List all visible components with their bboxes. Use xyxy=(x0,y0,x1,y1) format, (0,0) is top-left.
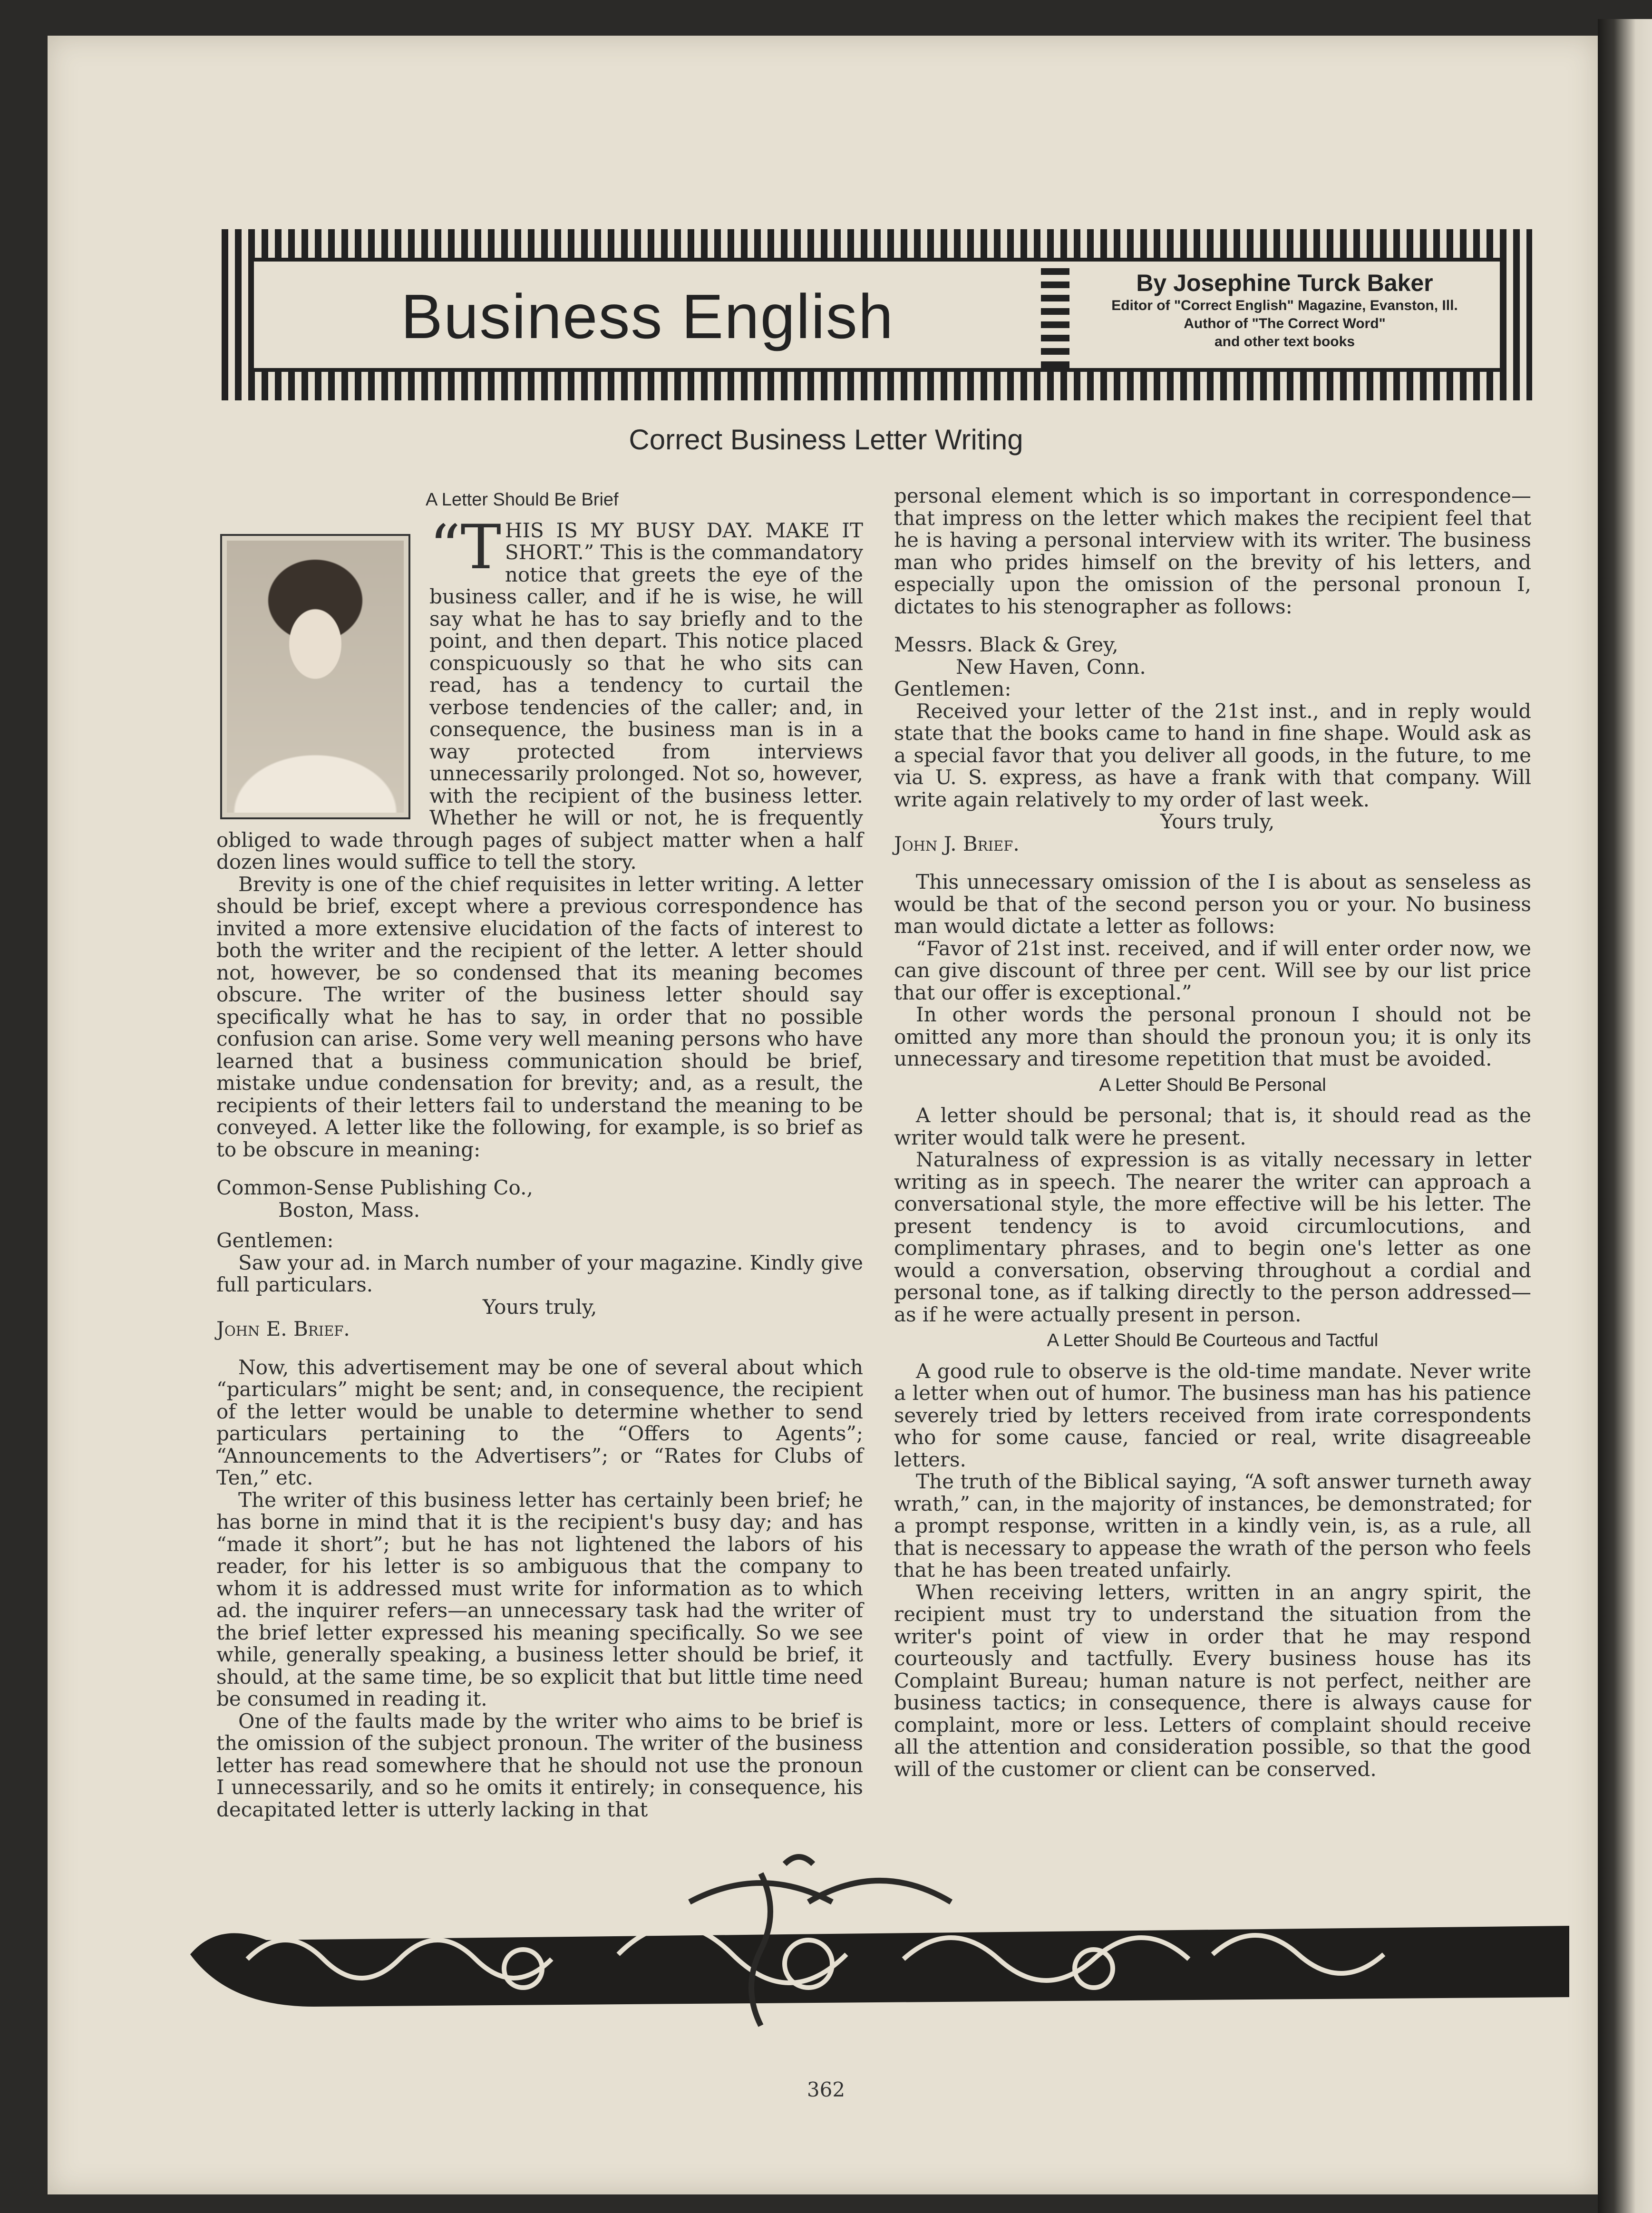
intro-text: HIS IS MY BUSY DAY. MAKE IT SHORT.” This is the commandatory notice that greets the eye of the business caller, and if he is wise, he will say what he has to say briefly and to the point, and then depart. This notice placed conspicuously so that he who sits can read, has a tendency to curtail the verbose tendencies of the caller; and, in consequence, the business man is in a way protected from interviews unnecessarily prolonged. Not so, however, with the recipient of the business letter. Whether he will or not, he is frequently obliged to wade through pages of subject matter when a half dozen lines would suffice to tell the story. xyxy=(216,518,863,874)
section-title: Business English xyxy=(400,281,894,351)
letter-address: Messrs. Black & Grey, xyxy=(894,633,1118,656)
paragraph: The writer of this business letter has certainly been brief; he has borne in mind that it is the recipient's busy day; and has “made it short”; but he has not lightened the labors of his reader, for his letter is so ambiguous that the company to whom it is addressed must write for information as to which ad. the inquirer refers—an unnecessary task had the writer of the brief letter expressed his meaning specifically. So we see while, generally speaking, a business letter should be brief, it should, at the same time, be so explicit that but little time need be consumed in reading it. xyxy=(216,1488,863,1710)
page-number: 362 xyxy=(807,2078,845,2101)
letter-signature: John J. Brief. xyxy=(894,832,1020,855)
author-name: By Josephine Turck Baker xyxy=(1136,270,1433,296)
author-portrait xyxy=(220,534,410,819)
letter-body: Saw your ad. in March number of your magazine. Kindly give full particulars. xyxy=(216,1251,863,1296)
drop-cap: “T xyxy=(429,512,501,583)
byline-books: and other text books xyxy=(1214,334,1355,349)
subheading-personal: A Letter Should Be Personal xyxy=(1099,1075,1326,1095)
right-column xyxy=(894,485,1531,1780)
paragraph: A good rule to observe is the old-time mandate. Never write a letter when out of humor. The business man has his patience severely tried by letters received from irate correspondents who for some cause, fancied or real, write disagreeable letters. xyxy=(894,1359,1531,1471)
letter-salutation: Gentlemen: xyxy=(216,1229,334,1252)
paragraph: Brevity is one of the chief requisites in letter writing. A letter should be brief, except where a previous correspondence has invited a more extensive elucidation of the facts of interest to both the writer and the recipient of the letter. A letter should not, however, be so condensed that its meaning becomes obscure. The writer of the business letter should say specifically what he has to say, in order that no possible confusion can arise. Some very well meaning persons who have learned that a business communication should be brief, mistake undue condensation for brevity; and, as a result, the recipients of their letters fail to understand the meaning to be conveyed. A letter like the following, for example, is so brief as to be obscure in meaning: xyxy=(216,872,863,1161)
paragraph: In other words the personal pronoun I should not be omitted any more than should the pronoun you; it is only its unnecessary and tiresome repetition that must be avoided. xyxy=(894,1003,1531,1070)
letter-address: Boston, Mass. xyxy=(278,1198,420,1222)
article-title: Correct Business Letter Writing xyxy=(629,424,1023,456)
paragraph: A letter should be personal; that is, it should read as the writer would talk were he present. xyxy=(894,1104,1531,1149)
example-letter-1 xyxy=(216,1177,863,1340)
letter-address: Common-Sense Publishing Co., xyxy=(216,1176,533,1199)
decorative-ornament xyxy=(190,1845,1569,2059)
paragraph: This unnecessary omission of the I is about as senseless as would be that of the second person you or your. No business man would dictate a letter as follows: xyxy=(894,870,1531,938)
paragraph: Now, this advertisement may be one of several about which “particulars” might be sent; and, in consequence, the recipient of the letter would be unable to determine whether to send particulars pertaining to the “Offers to Agents”; “Announcements to the Advertisers”; or “Rates for Clubs of Ten,” etc. xyxy=(216,1355,863,1489)
letter-address: New Haven, Conn. xyxy=(956,655,1146,679)
paragraph: The truth of the Biblical saying, “A soft answer turneth away wrath,” can, in the majority of instances, be demonstrated; for a prompt response, written in a kindly vein, is, as a rule, all that is necessary to appease the wrath of the person who feels that he has been treated unfairly. xyxy=(894,1470,1531,1582)
letter-body: Received your letter of the 21st inst., and in reply would state that the books came to hand in fine shape. Would ask as a special favor that you deliver all goods, in the future, to me via U. S. express, as have a frank with that company. Will write again relatively to my order of last week. xyxy=(894,699,1531,811)
letter-closing: Yours truly, xyxy=(483,1295,597,1319)
byline xyxy=(1069,269,1500,351)
quoted-letter: “Favor of 21st inst. received, and if will enter order now, we can give discount of three per cent. Will see by our list price that our offer is exceptional.” xyxy=(894,936,1531,1004)
portrait-photo xyxy=(227,541,404,813)
letter-signature: John E. Brief. xyxy=(216,1317,350,1340)
subheading-courteous: A Letter Should Be Courteous and Tactful xyxy=(1047,1330,1379,1350)
subheading-brief: A Letter Should Be Brief xyxy=(426,490,619,510)
paragraph: When receiving letters, written in an angry spirit, the recipient must try to understand the situation from the writer's point of view in order that he may respond courteously and tactfully. Every business house has its Complaint Bureau; human nature is not perfect, neither are business tactics; in consequence, there is always cause for complaint, more or less. Letters of complaint should receive all the attention and consideration possible, so that the good will of the customer or client can be conserved. xyxy=(894,1580,1531,1781)
adjacent-page-edge xyxy=(1598,19,1652,2213)
left-column xyxy=(216,485,863,1821)
paragraph: personal element which is so important in correspondence—that impress on the letter which makes the recipient feel that he is having a personal interview with its writer. The business man who prides himself on the brevity of his letters, and especially upon the omission of the personal pronoun I, dictates to his stenographer as follows: xyxy=(894,484,1531,618)
paragraph: Naturalness of expression is as vitally necessary in letter writing as in speech. The nearer the writer can approach a conversational style, the more effective will be his letter. The present tendency is to avoid circumlocutions, and complimentary phrases, and to begin one's letter as one would a conversation, observing throughout a cordial and personal tone, as if talking directly to the person addressed—as if he were actually present in person. xyxy=(894,1148,1531,1326)
paragraph: One of the faults made by the writer who aims to be brief is the omission of the subject pronoun. The writer of the business letter has read somewhere that he should not use the pronoun I unnecessarily, and so he omits it entirely; in consequence, his decapitated letter is utterly lacking in that xyxy=(216,1709,863,1821)
byline-author: Author of "The Correct Word" xyxy=(1184,316,1386,331)
letter-salutation: Gentlemen: xyxy=(894,677,1011,700)
letter-closing: Yours truly, xyxy=(1160,810,1275,833)
masthead-panel xyxy=(250,258,1504,372)
byline-editor: Editor of "Correct English" Magazine, Evanston, Ill. xyxy=(1111,298,1458,313)
example-letter-2 xyxy=(894,634,1531,855)
masthead-border xyxy=(222,229,1532,400)
masthead-divider xyxy=(1041,262,1069,368)
